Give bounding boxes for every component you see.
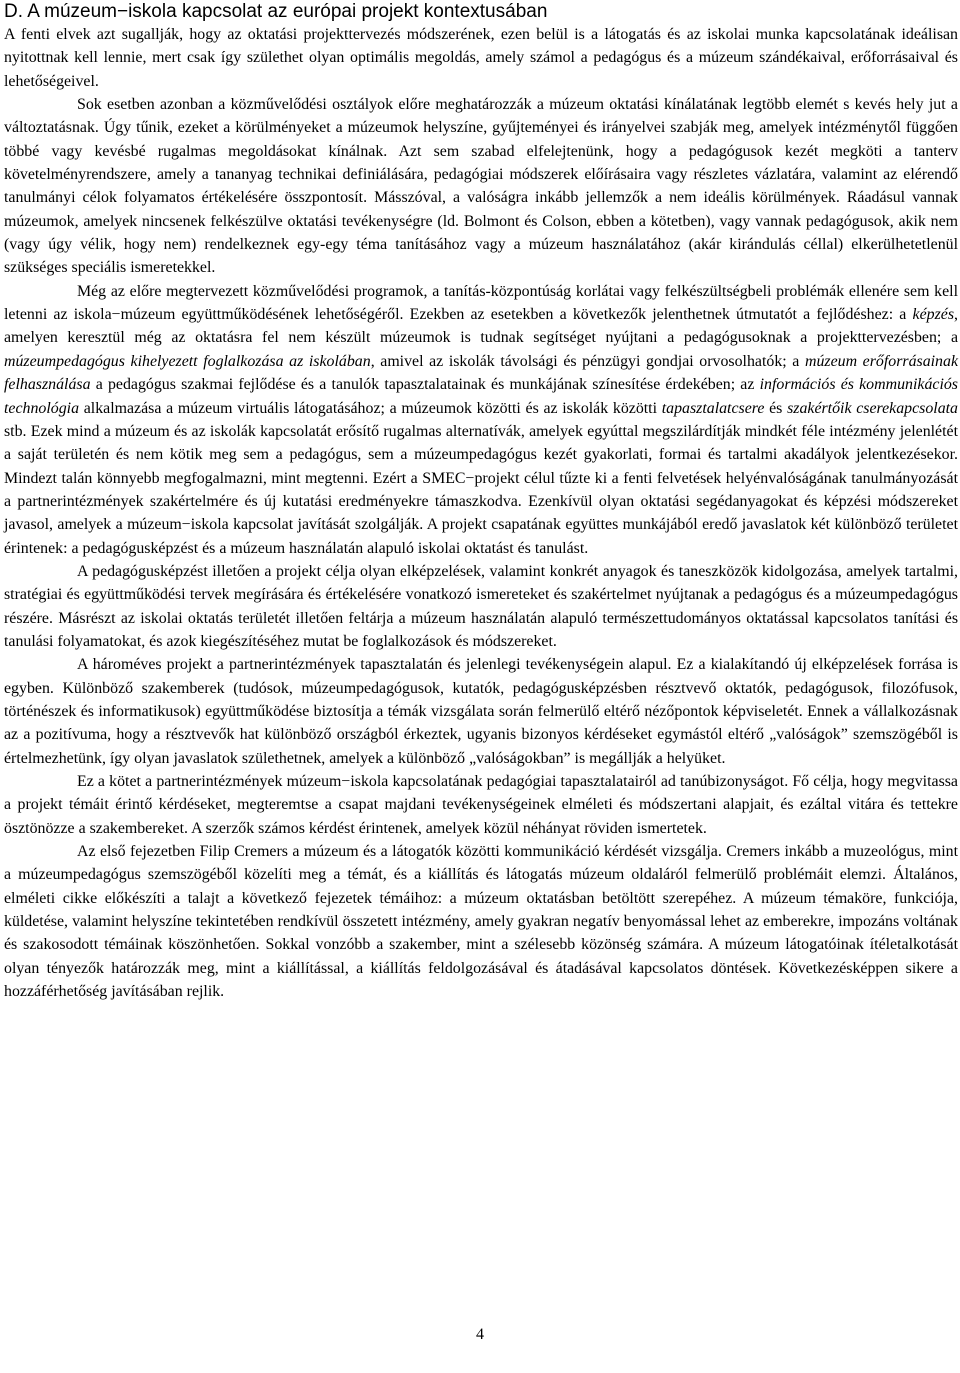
body-text (4, 23, 958, 1003)
text-run: , amivel az iskolák távolsági és pénzügyi gondjai orvosolhatók; a (370, 352, 805, 370)
italic-phrase: szakértőik cserekapcsolata (787, 399, 958, 417)
paragraph (4, 840, 958, 1003)
page-number: 4 (476, 1326, 484, 1343)
italic-phrase: képzés (912, 306, 955, 324)
text-run: és (764, 399, 788, 417)
text-run: , amelyen keresztül még az oktatásra fel nem készült múzeumok is tudnak segítséget nyújtani a pedagógusoknak a projekttervezésben; a (4, 306, 958, 347)
text-run: a pedagógus szakmai fejlődése és a tanulók tapasztalatainak és munkájának színesítése érdekében; az (90, 376, 760, 394)
paragraph (4, 560, 958, 653)
paragraph (4, 770, 958, 840)
paragraph (4, 23, 958, 93)
text-run: A hároméves projekt a partnerintézmények tapasztalatán és jelenlegi tevékenységein alapul. Ez a kialakítandó új elképzelések forrása is egyben. Különböző szakemberek (tudósok, múzeumpedagógusok, kutatók, pedagógusképzésben résztvevő oktatók, pedagógusok, filozófusok, történészek és informatikusok) együttműködése biztosítja a témák vizsgálata során felmerülő eltérő nézőpontok képviseletét. Ennek a vállalkozásnak az a pozitívuma, hogy a résztvevők hat különböző országból érkeztek, ugyanis bizonyos kérdéseket egymástól eltérő „valóságok” szemszögéből is értelmezhetünk, így olyan javaslatok születhetnek, amelyek a különböző „valóságokban” is megállják a helyüket. (4, 656, 958, 767)
text-run: Sok esetben azonban a közművelődési osztályok előre meghatározzák a múzeum oktatási kínálatának legtöbb elemét s kevés hely jut a változtatásnak. Úgy tűnik, ezeket a körülményeket a múzeumok helyszíne, gyűjteményei és irányelvei szabják meg, amelyek intézménytől függően többé vagy kevésbé rugalmas megoldásokat kínálnak. Azt sem szabad elfelejtenünk, hogy a pedagógusok kezét megköti a tanterv követelményrendszere, amely a tananyag technikai definiálására, pedagógiai módszerek előírásaira vagy részletes vázlatára, valamint az elérendő tanulmányi célok folyamatos értékelésére összpontosít. Másszóval, a valóságra inkább jellemzők a nem ideális körülmények. Ráadásul vannak múzeumok, amelyek nincsenek felkészülve oktatási tevékenységre (ld. Bolmont és Colson, ebben a kötetben), vagy vannak pedagógusok, akik nem (vagy úgy vélik, hogy nem) rendelkeznek egy-egy téma tanításához vagy a múzeum használatához (akár kirándulás céllal) elkerülhetetlenül szükséges speciális ismeretekkel. (4, 96, 958, 277)
text-run: Ez a kötet a partnerintézmények múzeum−iskola kapcsolatának pedagógiai tapasztalatairól ad tanúbizonyságot. Fő célja, hogy megvitassa a projekt témáit érintő kérdéseket, megteremtse a csapat majdani tevékenységeinek elméleti és módszertani alapjait, és ezáltal vitára és tettekre ösztönözze a szakembereket. A szerzők számos kérdést érintenek, amelyek közül néhányat röviden ismertetek. (4, 773, 958, 837)
text-run: Az első fejezetben Filip Cremers a múzeum és a látogatók közötti kommunikáció kérdését vizsgálja. Cremers inkább a muzeológus, mint a múzeumpedagógus szemszögéből közelíti meg a témát, és a kiállítás és látogatás múzeum oldaláról felmerülő problémáit elemzi. Általános, elméleti cikke előkészíti a talajt a következő fejezetek témáihoz: a múzeum oktatásban betöltött szerepéhez. A múzeum témaköre, funkciója, küldetése, valamint helyszíne tekintetében rendkívül összetett intézmény, amely gyakran negatív benyomással lehet az emberekre, impozáns voltának és szakosodott témáinak köszönhetően. Sokkal vonzóbb a szakember, mint a szélesebb közönség számára. A múzeum látogatóinak ítéletalkotását olyan tényezők határozzák meg, mint a kiállítással, a kiállítás feldolgozásával és átadásával kapcsolatos döntések. Következésképpen sikere a hozzáférhetőség javításában rejlik. (4, 843, 958, 1001)
text-run: A fenti elvek azt sugallják, hogy az oktatási projekttervezés módszerének, ezen belül is a látogatás és az iskolai munka kapcsolatának ideálisan nyitottnak kell lennie, mert csak így születhet olyan optimális megoldás, amely számol a pedagógus és a múzeum szándékaival, erőforrásaival és lehetőségeivel. (4, 26, 958, 90)
text-run: stb. Ezek mind a múzeum és az iskolák kapcsolatát erősítő rugalmas alternatívák, amelyek egyúttal megszilárdítják mindkét féle intézmény jelenlétét a saját területén és nem kötik meg sem a pedagógus, sem a múzeumpedagógus kezét gyakorlati, formai és tartalmi akadályok jelentkezésekor. Mindezt talán könnyebb megfogalmazni, mint megtenni. Ezért a SMEC−projekt célul tűzte ki a fenti felvetések helyénvalóságának tanulmányozását a partnerintézmények szakértelmére és új kutatási eredményekre támaszkodva. Ezenkívül olyan oktatási segédanyagokat és képzési módszereket javasol, amelyek a múzeum−iskola kapcsolat javítását szolgálják. A projekt csapatának együttes munkájából eredő javaslatok két különböző területet érintenek: a pedagógusképzést és a múzeum használatán alapuló iskolai oktatást és tanulást. (4, 422, 958, 557)
italic-phrase: tapasztalatcsere (661, 399, 765, 417)
text-run: A pedagógusképzést illetően a projekt célja olyan elképzelések, valamint konkrét anyagok és taneszközök kidolgozása, amelyek tartalmi, stratégiai és együttműködési tervek megírására és értékelésére vonatkozó ismereteket és szakértelmet nyújtanak a pedagógus és a múzeumpedagógus részére. Másrészt az iskolai oktatás területét illetően feltárja a múzeum használatán alapuló természettudományos oktatással kapcsolatos tanítási és tanulási folyamatokat, és azok kiegészítéséhez mutat be foglalkozások és módszereket. (4, 562, 958, 650)
paragraph (4, 280, 958, 560)
italic-phrase: múzeum erőforrásainak felhasználása (4, 352, 958, 394)
italic-phrase: információs és kommunikációs technológia (4, 376, 958, 417)
text-run: alkalmazása a múzeum virtuális látogatásához; a múzeumok közötti és az iskolák közötti (79, 399, 662, 417)
document-page (4, 0, 958, 1003)
paragraph (4, 653, 958, 770)
section-heading: D. A múzeum−iskola kapcsolat az európai projekt kontextusában (4, 1, 548, 22)
text-run: Még az előre megtervezett közművelődési programok, a tanítás-központúság korlátai vagy felkészültségbeli problémák ellenére sem kell letenni az iskola−múzeum együttműködésének lehetőségéről. Ezekben az esetekben a következők jelenthetnek útmutatót a fejlődéshez: a (4, 282, 958, 324)
italic-phrase: múzeumpedagógus kihelyezett foglalkozása az iskolában (4, 352, 371, 370)
paragraph (4, 93, 958, 280)
